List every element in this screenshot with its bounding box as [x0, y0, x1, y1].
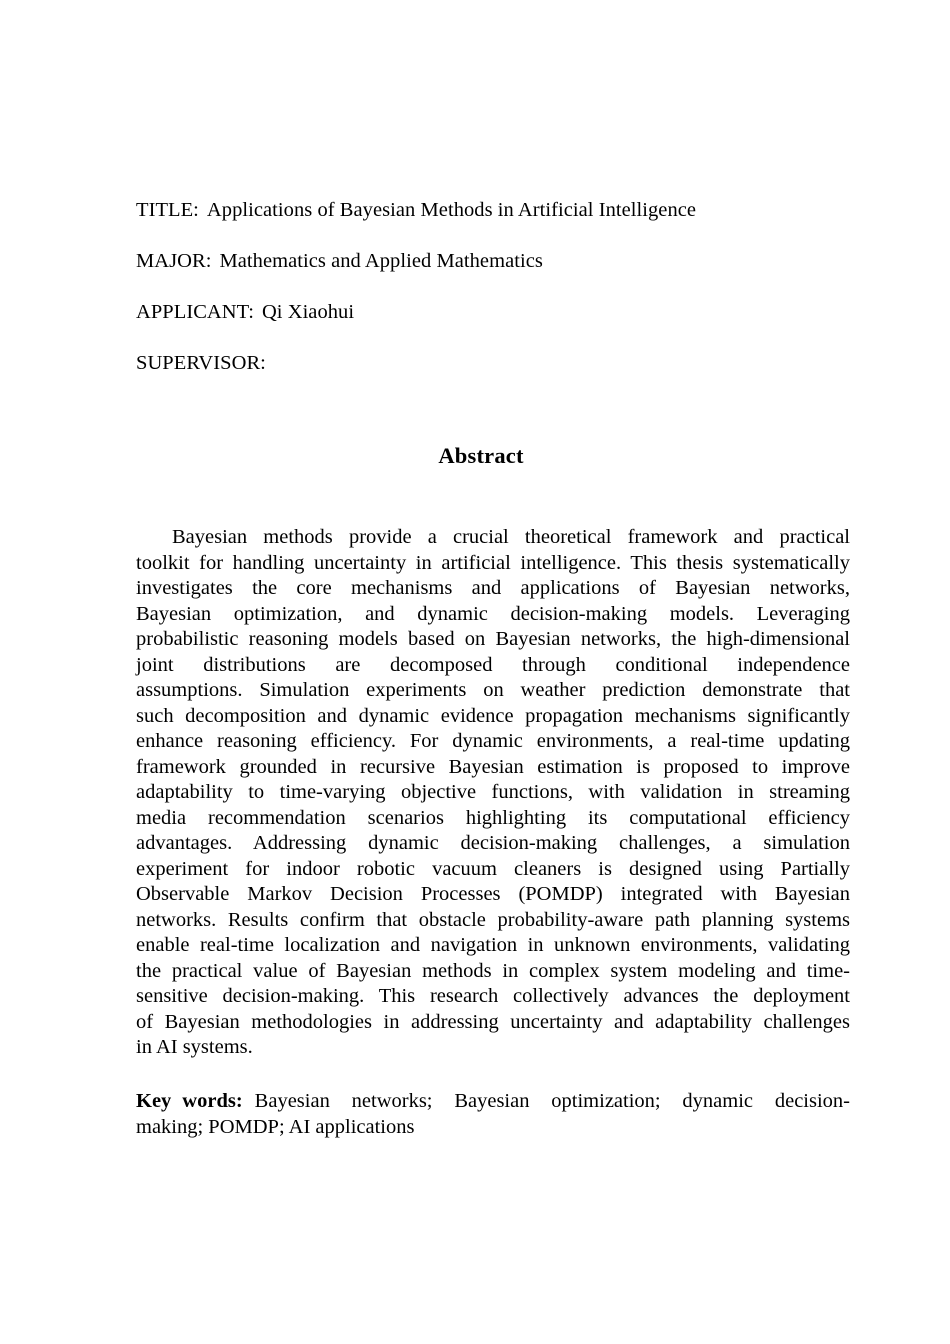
- abstract-line: investigates the core mechanisms and applications of Bayesian networks,: [136, 577, 850, 599]
- keywords-text-line-2: making; POMDP; AI applications: [136, 1115, 415, 1138]
- keywords-first-line: [136, 1089, 850, 1115]
- field-supervisor-label: SUPERVISOR:: [136, 352, 266, 374]
- keywords-label-first: Key: [136, 1090, 172, 1112]
- field-major-value: Mathematics and Applied Mathematics: [219, 250, 543, 272]
- abstract-line: in AI systems.: [136, 1036, 253, 1058]
- thesis-header-fields: [136, 185, 856, 389]
- abstract-line: probabilistic reasoning models based on Bayesian networks, the high-dimensional: [136, 628, 850, 650]
- abstract-line: joint distributions are decomposed through conditional independence: [136, 653, 850, 676]
- keywords-section: [136, 1089, 850, 1140]
- field-applicant: [136, 287, 856, 338]
- abstract-line: sensitive decision-making. This research collectively advances the deployment: [136, 985, 850, 1007]
- field-title-label: TITLE:: [136, 199, 199, 221]
- abstract-line: assumptions. Simulation experiments on weather prediction demonstrate that: [136, 679, 850, 701]
- field-title: [136, 185, 856, 236]
- field-major-label: MAJOR:: [136, 250, 212, 272]
- field-title-value: Applications of Bayesian Methods in Artificial Intelligence: [206, 199, 697, 221]
- field-major: [136, 236, 856, 287]
- abstract-line: such decomposition and dynamic evidence propagation mechanisms significantly: [136, 704, 850, 727]
- keywords-colon: :: [235, 1090, 243, 1112]
- abstract-line: adaptability to time-varying objective functions, with validation in streaming: [136, 781, 850, 803]
- abstract-line: Bayesian optimization, and dynamic decision-making models. Leveraging: [136, 602, 850, 625]
- abstract-line: Bayesian methods provide a crucial theoretical framework and practical: [172, 526, 850, 548]
- abstract-line: of Bayesian methodologies in addressing uncertainty and adaptability challenges: [136, 1010, 850, 1033]
- field-applicant-label: APPLICANT:: [136, 301, 254, 323]
- abstract-heading: [0, 443, 950, 469]
- abstract-heading-text: Abstract: [438, 443, 524, 468]
- abstract-body: [136, 525, 850, 1061]
- abstract-line: media recommendation scenarios highlighting its computational efficiency: [136, 806, 850, 829]
- field-applicant-value: Qi Xiaohui: [261, 301, 355, 323]
- abstract-line: toolkit for handling uncertainty in artificial intelligence. This thesis systematically: [136, 551, 850, 574]
- abstract-line: enable real-time localization and navigation in unknown environments, validating: [136, 934, 850, 956]
- abstract-line: advantages. Addressing dynamic decision-making challenges, a simulation: [136, 832, 850, 854]
- abstract-line: the practical value of Bayesian methods in complex system modeling and time-: [136, 959, 850, 982]
- keywords-second-line: [136, 1115, 850, 1141]
- abstract-line: enhance reasoning efficiency. For dynamic environments, a real-time updating: [136, 730, 850, 752]
- abstract-line: Observable Markov Decision Processes (POMDP) integrated with Bayesian: [136, 883, 850, 905]
- abstract-line: networks. Results confirm that obstacle probability-aware path planning systems: [136, 908, 850, 931]
- abstract-line: framework grounded in recursive Bayesian estimation is proposed to improve: [136, 755, 850, 778]
- keywords-label-second: words: [182, 1090, 236, 1112]
- keywords-text-line-1: Bayesian networks; Bayesian optimization; dynamic decision-: [254, 1090, 850, 1112]
- field-supervisor: [136, 338, 856, 389]
- abstract-line: experiment for indoor robotic vacuum cleaners is designed using Partially: [136, 857, 850, 880]
